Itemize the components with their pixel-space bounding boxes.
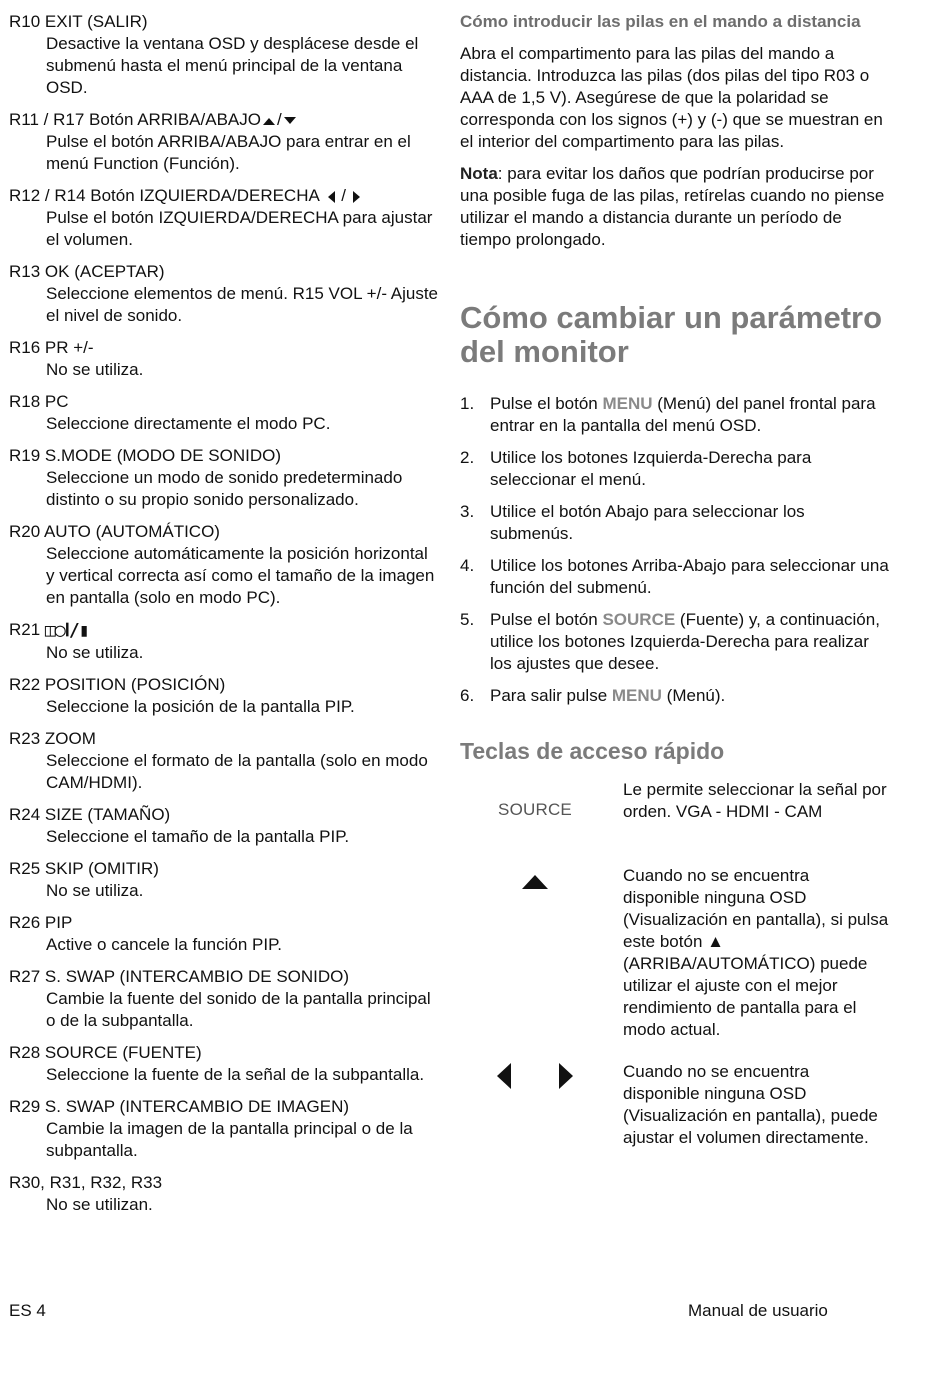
batteries-heading: Cómo introducir las pilas en el mando a distancia	[460, 12, 861, 31]
steps-list	[460, 393, 890, 707]
item-desc: Seleccione automáticamente la posición horizontal y vertical correcta así como el tamaño de la imagen en pantalla (solo en modo PC).	[46, 544, 435, 607]
step-text-after: (Menú) del panel frontal para entrar en la pantalla del menú OSD.	[490, 394, 876, 435]
arrow-left-icon	[497, 1063, 513, 1089]
item-head: R21	[9, 620, 41, 639]
item-head: R23 ZOOM	[9, 729, 96, 748]
item-desc: Seleccione directamente el modo PC.	[46, 414, 331, 433]
step-number: 6.	[460, 686, 475, 705]
list-item	[9, 804, 439, 848]
step-number: 1.	[460, 394, 475, 413]
left-right-key-desc: Cuando no se encuentra disponible ninguna OSD (Visualización en pantalla), puede ajustar el volumen directamente.	[623, 1062, 878, 1147]
step-text: Utilice el botón Abajo para seleccionar los submenús.	[490, 502, 805, 543]
step-text: Pulse el botón	[490, 394, 603, 413]
step-text: Utilice los botones Izquierda-Derecha para seleccionar el menú.	[490, 448, 812, 489]
list-item	[9, 966, 439, 1032]
item-head: R10 EXIT (SALIR)	[9, 12, 148, 31]
arrow-up-icon	[263, 117, 275, 125]
item-desc: Active o cancele la función PIP.	[46, 935, 282, 954]
page-number: ES 4	[9, 1301, 46, 1320]
item-desc: Seleccione el formato de la pantalla (solo en modo CAM/HDMI).	[46, 751, 428, 792]
note-label: Nota	[460, 164, 498, 183]
page-title: Cómo cambiar un parámetro del monitor	[460, 300, 883, 369]
item-desc: Desactive la ventana OSD y desplácese desde el submenú hasta el menú principal de la ventana OSD.	[46, 34, 419, 97]
list-item	[9, 1172, 439, 1216]
list-item	[9, 912, 439, 956]
item-desc: Seleccione el tamaño de la pantalla PIP.	[46, 827, 350, 846]
step-item	[460, 685, 890, 707]
hotkey-source	[460, 779, 890, 845]
step-keyword: MENU	[611, 686, 662, 705]
source-key-label: SOURCE	[498, 800, 572, 819]
item-head: R20 AUTO (AUTOMÁTICO)	[9, 522, 220, 541]
item-desc: Cambie la fuente del sonido de la pantalla principal o de la subpantalla.	[46, 989, 431, 1030]
step-text-after: (Menú).	[661, 686, 726, 705]
step-item	[460, 555, 890, 599]
item-head: R26 PIP	[9, 913, 73, 932]
right-column	[460, 11, 890, 1169]
list-item	[9, 674, 439, 718]
item-head: R18 PC	[9, 392, 69, 411]
aspect-ratio-glyphs-icon: ◫◯Ⅰ/▮	[44, 620, 89, 641]
step-text: Para salir pulse	[490, 686, 612, 705]
list-item	[9, 11, 439, 99]
list-item: R12 / R14 Botón IZQUIERDA/DERECHA / Pulse el botón IZQUIERDA/DERECHA para ajustar el volumen.	[9, 185, 439, 251]
item-head: R29 S. SWAP (INTERCAMBIO DE IMAGEN)	[9, 1097, 350, 1116]
hotkey-up	[460, 865, 890, 1041]
item-head: R22 POSITION (POSICIÓN)	[9, 675, 226, 694]
item-head: R25 SKIP (OMITIR)	[9, 859, 159, 878]
remote-buttons-list	[9, 11, 439, 1226]
step-text: Pulse el botón	[490, 610, 603, 629]
item-head: R12 / R14 Botón IZQUIERDA/DERECHA	[9, 186, 320, 205]
item-head: R11 / R17 Botón ARRIBA/ABAJO	[9, 110, 261, 129]
list-item	[9, 445, 439, 511]
item-head: R16 PR +/-	[9, 338, 94, 357]
item-head: R28 SOURCE (FUENTE)	[9, 1043, 202, 1062]
item-desc: No se utilizan.	[46, 1195, 153, 1214]
item-desc: No se utiliza.	[46, 881, 144, 900]
arrow-left-icon	[327, 191, 335, 203]
item-desc: Cambie la imagen de la pantalla principal o de la subpantalla.	[46, 1119, 413, 1160]
step-item	[460, 447, 890, 491]
item-desc: Seleccione la posición de la pantalla PIP.	[46, 697, 355, 716]
hotkeys-heading: Teclas de acceso rápido	[460, 738, 725, 764]
arrow-up-icon	[522, 875, 548, 889]
list-item	[9, 337, 439, 381]
list-item: R11 / R17 Botón ARRIBA/ABAJO / Pulse el botón ARRIBA/ABAJO para entrar en el menú Function (Función).	[9, 109, 439, 175]
up-key-desc: Cuando no se encuentra disponible ninguna OSD (Visualización en pantalla), si pulsa este botón ▲ (ARRIBA/AUTOMÁTICO) puede utilizar el ajuste con el mejor rendimiento de pantalla para el modo actual.	[623, 866, 889, 1039]
step-number: 4.	[460, 556, 475, 575]
item-head: R30, R31, R32, R33	[9, 1173, 163, 1192]
step-keyword: MENU	[602, 394, 653, 413]
step-text-after: (Fuente) y, a continuación, utilice los botones Izquierda-Derecha para realizar los ajustes que desee.	[490, 610, 880, 673]
step-number: 5.	[460, 610, 475, 629]
arrow-right-icon	[557, 1063, 573, 1089]
step-text: Utilice los botones Arriba-Abajo para seleccionar una función del submenú.	[490, 556, 889, 597]
left-right-keys	[460, 1063, 610, 1095]
item-desc: No se utiliza.	[46, 643, 144, 662]
item-desc: Seleccione elementos de menú. R15 VOL +/- Ajuste el nivel de sonido.	[46, 284, 439, 325]
note-text: : para evitar los daños que podrían producirse por una posible fuga de las pilas, retírelas cuando no piense utilizar el mando a distancia durante un período de tiempo prolongado.	[460, 164, 885, 249]
list-item	[9, 521, 439, 609]
arrow-down-icon	[284, 117, 296, 125]
step-number: 3.	[460, 502, 475, 521]
list-item	[9, 728, 439, 794]
item-desc: Pulse el botón IZQUIERDA/DERECHA para ajustar el volumen.	[46, 208, 433, 249]
item-desc: No se utiliza.	[46, 360, 144, 379]
step-item	[460, 393, 890, 437]
list-item	[9, 391, 439, 435]
item-head: R27 S. SWAP (INTERCAMBIO DE SONIDO)	[9, 967, 350, 986]
item-head: R19 S.MODE (MODO DE SONIDO)	[9, 446, 282, 465]
step-item	[460, 609, 890, 675]
item-head: R24 SIZE (TAMAÑO)	[9, 805, 171, 824]
step-number: 2.	[460, 448, 475, 467]
step-item	[460, 501, 890, 545]
list-item	[9, 1096, 439, 1162]
list-item	[9, 619, 439, 664]
arrow-right-icon	[353, 191, 361, 203]
item-desc: Seleccione un modo de sonido predeterminado distinto o su propio sonido personalizado.	[46, 468, 403, 509]
source-key-desc: Le permite seleccionar la señal por orden. VGA - HDMI - CAM	[623, 780, 887, 821]
manual-title: Manual de usuario	[688, 1301, 828, 1320]
item-desc: Pulse el botón ARRIBA/ABAJO para entrar en el menú Function (Función).	[46, 132, 411, 173]
batteries-paragraph: Abra el compartimento para las pilas del mando a distancia. Introduzca las pilas (dos pilas del tipo R03 o AAA de 1,5 V). Asegúrese de que la polaridad se corresponda con los signos (+) y (-) que se muestran en el interior del compartimento para las pilas.	[460, 44, 883, 151]
list-item	[9, 1042, 439, 1086]
item-head: R13 OK (ACEPTAR)	[9, 262, 165, 281]
up-key	[460, 873, 610, 895]
batteries-note	[460, 163, 890, 251]
item-desc: Seleccione la fuente de la señal de la subpantalla.	[46, 1065, 425, 1084]
step-keyword: SOURCE	[602, 610, 676, 629]
hotkey-left-right	[460, 1061, 890, 1149]
list-item	[9, 858, 439, 902]
list-item	[9, 261, 439, 327]
